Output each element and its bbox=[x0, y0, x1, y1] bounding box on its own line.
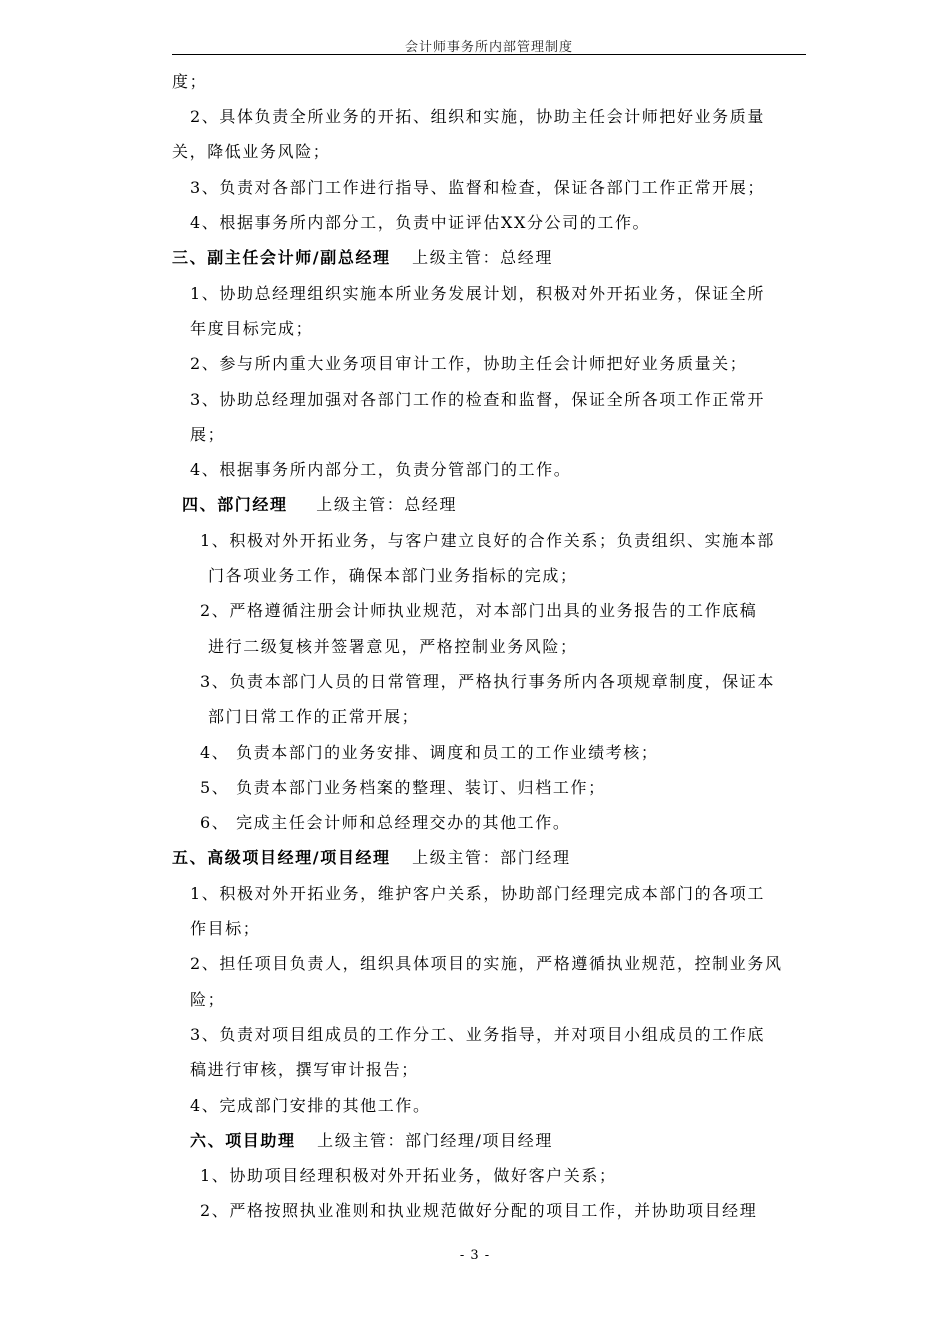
body-line: 作目标； bbox=[190, 919, 261, 938]
body-line: 4、完成部门安排的其他工作。 bbox=[190, 1096, 431, 1115]
body-line: 稿进行审核，撰写审计报告； bbox=[190, 1060, 419, 1079]
body-line: 3、负责本部门人员的日常管理，严格执行事务所内各项规章制度，保证本 bbox=[200, 672, 775, 691]
body-line: 2、担任项目负责人，组织具体项目的实施，严格遵循执业规范，控制业务风 bbox=[190, 954, 783, 973]
body-line: 2、严格遵循注册会计师执业规范，对本部门出具的业务报告的工作底稿 bbox=[200, 601, 758, 620]
section-heading-superior: 上级主管：部门经理 bbox=[412, 848, 571, 867]
body-line: 2、参与所内重大业务项目审计工作，协助主任会计师把好业务质量关； bbox=[190, 354, 748, 373]
body-line: 度； bbox=[172, 72, 208, 91]
body-line: 4、 负责本部门的业务安排、调度和员工的工作业绩考核； bbox=[200, 743, 659, 762]
section-heading-superior: 上级主管：总经理 bbox=[316, 495, 458, 514]
section-heading-5 bbox=[172, 848, 571, 868]
section-heading-4 bbox=[182, 495, 457, 515]
section-heading-superior: 上级主管：总经理 bbox=[412, 248, 553, 267]
section-heading-superior: 上级主管：部门经理/项目经理 bbox=[317, 1131, 553, 1150]
body-line: 险； bbox=[190, 990, 226, 1009]
body-line: 6、 完成主任会计师和总经理交办的其他工作。 bbox=[200, 813, 571, 832]
body-line: 进行二级复核并签署意见，严格控制业务风险； bbox=[208, 637, 578, 656]
page-header-title: 会计师事务所内部管理制度 bbox=[404, 40, 573, 55]
body-line: 展； bbox=[190, 425, 226, 444]
body-line: 5、 负责本部门业务档案的整理、装订、归档工作； bbox=[200, 778, 606, 797]
section-heading-title: 六、项目助理 bbox=[190, 1131, 296, 1150]
header-divider bbox=[172, 54, 806, 55]
body-line: 4、根据事务所内部分工，负责分管部门的工作。 bbox=[190, 460, 572, 479]
section-heading-title: 四、部门经理 bbox=[182, 495, 288, 514]
body-line: 3、协助总经理加强对各部门工作的检查和监督，保证全所各项工作正常开 bbox=[190, 390, 765, 409]
section-heading-3 bbox=[172, 248, 553, 268]
section-heading-title: 三、副主任会计师/副总经理 bbox=[172, 248, 391, 267]
body-line: 1、协助总经理组织实施本所业务发展计划，积极对外开拓业务，保证全所 bbox=[190, 284, 765, 303]
body-line: 关，降低业务风险； bbox=[172, 142, 331, 161]
body-line: 3、负责对各部门工作进行指导、监督和检查，保证各部门工作正常开展； bbox=[190, 178, 765, 197]
body-line: 1、积极对外开拓业务，维护客户关系，协助部门经理完成本部门的各项工 bbox=[190, 884, 765, 903]
body-line: 部门日常工作的正常开展； bbox=[208, 707, 420, 726]
body-line: 年度目标完成； bbox=[190, 319, 314, 338]
body-line: 门各项业务工作，确保本部门业务指标的完成； bbox=[208, 566, 578, 585]
section-heading-6 bbox=[190, 1131, 553, 1151]
page-number: - 3 - bbox=[459, 1248, 491, 1263]
section-heading-title: 五、高级项目经理/项目经理 bbox=[172, 848, 391, 867]
body-line: 2、严格按照执业准则和执业规范做好分配的项目工作，并协助项目经理 bbox=[200, 1201, 758, 1220]
body-line: 4、根据事务所内部分工，负责中证评估XX分公司的工作。 bbox=[190, 213, 651, 232]
body-line: 2、具体负责全所业务的开拓、组织和实施，协助主任会计师把好业务质量 bbox=[190, 107, 765, 126]
body-line: 3、负责对项目组成员的工作分工、业务指导，并对项目小组成员的工作底 bbox=[190, 1025, 765, 1044]
body-line: 1、积极对外开拓业务，与客户建立良好的合作关系；负责组织、实施本部 bbox=[200, 531, 775, 550]
body-line: 1、协助项目经理积极对外开拓业务，做好客户关系； bbox=[200, 1166, 617, 1185]
